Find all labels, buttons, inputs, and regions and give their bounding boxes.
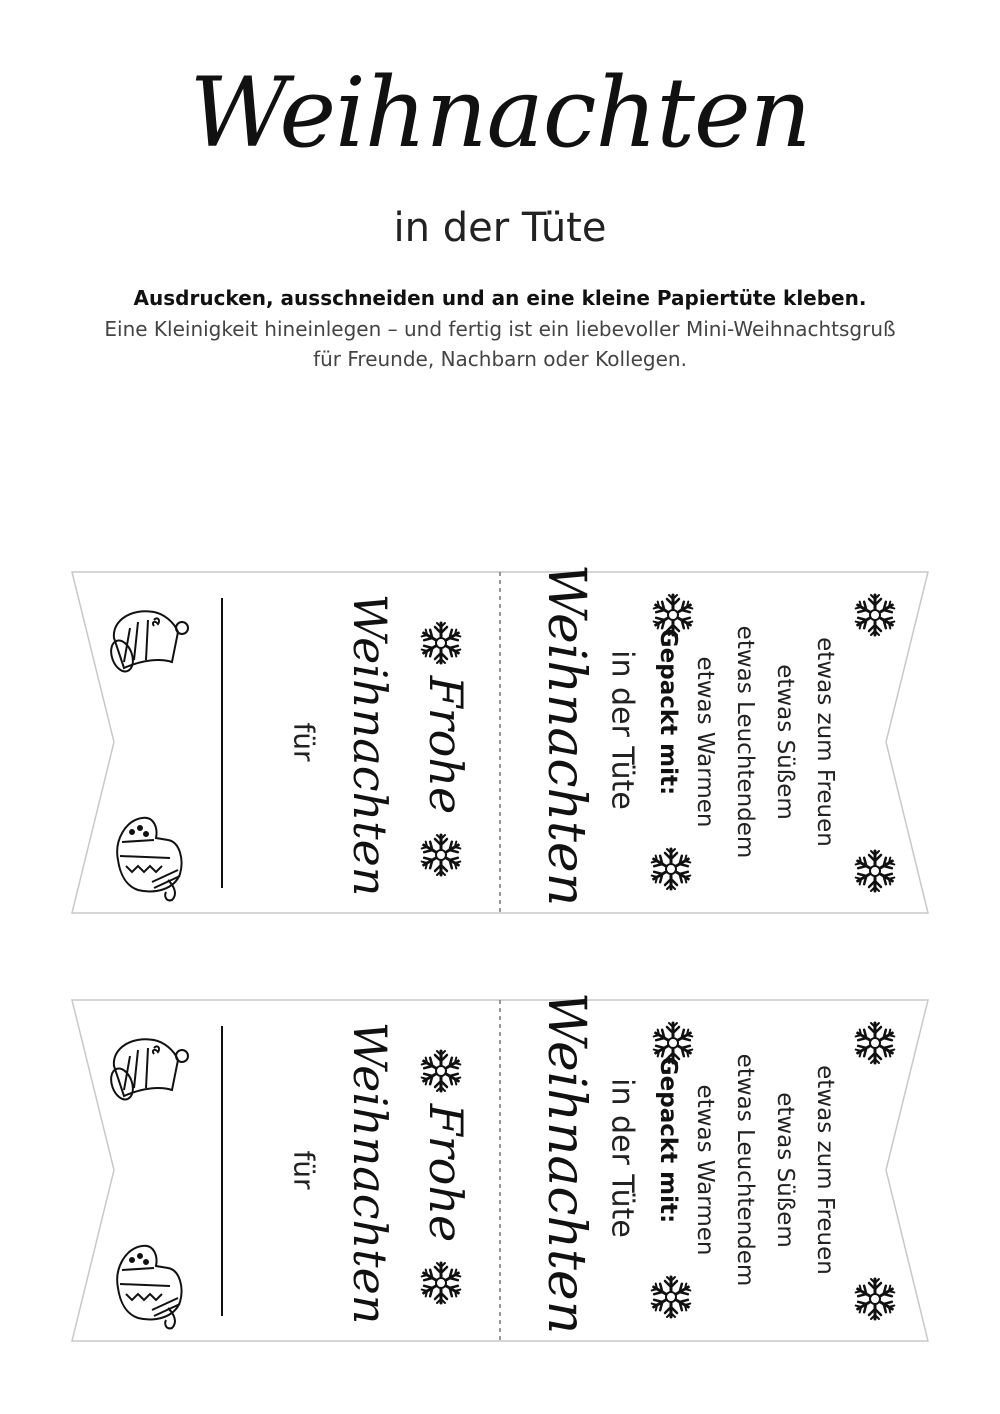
mitten-icon [108,1238,188,1333]
snowflake-icon [648,846,694,892]
cut-outline [70,998,930,1343]
page-subtitle: in der Tüte [393,205,607,251]
snowflake-icon [852,592,898,638]
packed-item: etwas Süßem [772,1092,798,1248]
packed-heading: Gepackt mit: [655,1056,681,1224]
snowflake-icon [852,1020,898,1066]
brand-subtitle: in der Tüte [604,650,640,810]
snowflake-icon [418,832,464,878]
snowflake-icon [418,1260,464,1306]
brand-title: Weihnachten [536,991,596,1335]
instruction-bold: Ausdrucken, ausschneiden und an eine kleine Papiertüte kleben. [133,286,867,310]
greeting-line-2: Weihnachten [343,593,397,897]
gift-label [70,991,930,1343]
bell-icon [102,1026,192,1106]
packed-item: etwas Süßem [772,664,798,820]
greeting-line-2: Weihnachten [343,1021,397,1325]
packed-item: etwas Warmen [692,1084,718,1256]
snowflake-icon [648,1274,694,1320]
brand-subtitle: in der Tüte [604,1078,640,1238]
snowflake-icon [852,1276,898,1322]
packed-item: etwas Warmen [692,656,718,828]
page-title: Weihnachten [189,57,811,169]
for-label: für [287,1150,321,1190]
snowflake-icon [418,620,464,666]
packed-item: etwas Leuchtendem [732,625,758,859]
for-label: für [287,722,321,762]
greeting-line-1: Frohe [419,1103,473,1243]
packed-item: etwas Leuchtendem [732,1053,758,1287]
snowflake-icon [852,848,898,894]
snowflake-icon [418,1048,464,1094]
packed-item: etwas zum Freuen [812,1065,838,1275]
bell-icon [102,598,192,678]
instruction-line-2: für Freunde, Nachbarn oder Kollegen. [313,347,687,371]
packed-heading: Gepackt mit: [655,628,681,796]
greeting-line-1: Frohe [419,675,473,815]
cut-outline [70,570,930,915]
packed-item: etwas zum Freuen [812,637,838,847]
brand-title: Weihnachten [536,563,596,907]
instruction-line-1: Eine Kleinigkeit hineinlegen – und fertig ist ein liebevoller Mini-Weihnachtsgruß [104,317,896,341]
mitten-icon [108,810,188,905]
gift-label [70,563,930,915]
